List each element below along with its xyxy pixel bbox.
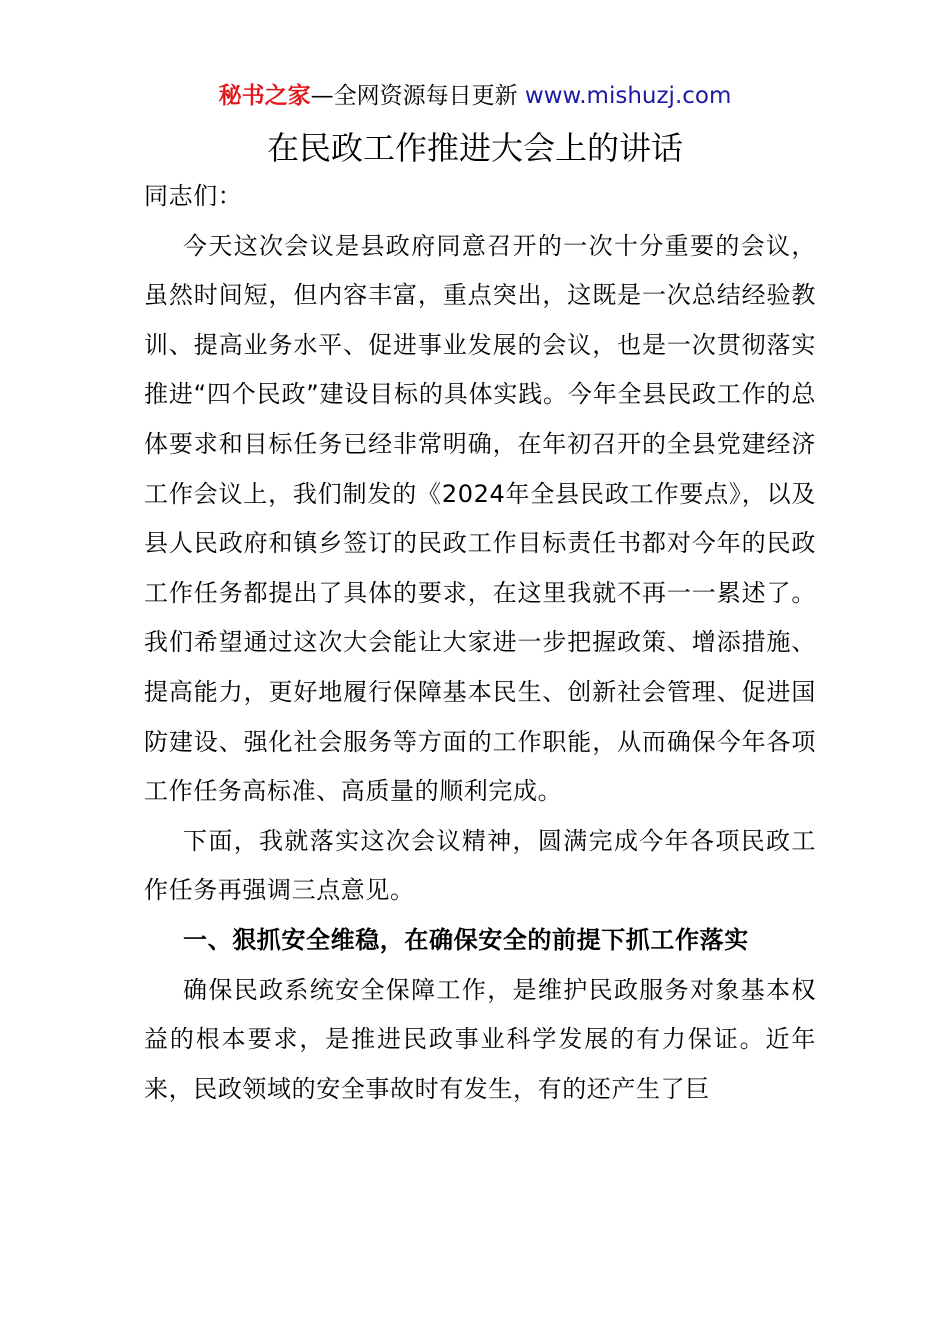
section-heading-1: 一、狠抓安全维稳，在确保安全的前提下抓工作落实 <box>183 925 749 954</box>
site-tagline: —全网资源每日更新 <box>310 83 525 109</box>
site-brand: 秘书之家 <box>218 83 311 109</box>
paragraph-transition: 下面，我就落实这次会议精神，圆满完成今年各项民政工作任务再强调三点意见。 <box>144 826 816 905</box>
paragraph-section-1: 确保民政系统安全保障工作，是维护民政服务对象基本权益的根本要求，是推进民政事业科学发展的有力保证。近年来，民政领域的安全事故时有发生，有的还产生了巨 <box>144 975 816 1103</box>
paragraph-opening: 今天这次会议是县政府同意召开的一次十分重要的会议，虽然时间短，但内容丰富，重点突出，这既是一次总结经验教训、提高业务水平、促进事业发展的会议，也是一次贯彻落实推进“四个民政”建设目标的具体实践。今年全县民政工作的总体要求和目标任务已经非常明确，在年初召开的全县党建经济工作会议上，我们制发的《2024年全县民政工作要点》，以及县人民政府和镇乡签订的民政工作目标责任书都对今年的民政工作任务都提出了具体的要求，在这里我就不再一一累述了。我们希望通过这次大会能让大家进一步把握政策、增添措施、提高能力，更好地履行保障基本民生、创新社会管理、促进国防建设、强化社会服务等方面的工作职能，从而确保今年各项工作任务高标准、高质量的顺利完成。 <box>144 231 816 806</box>
salutation: 同志们： <box>144 182 243 210</box>
document-body <box>144 172 816 1114</box>
site-url: www.mishuzj.com <box>524 83 732 109</box>
document-title: 在民政工作推进大会上的讲话 <box>266 129 683 167</box>
site-header <box>0 80 950 112</box>
